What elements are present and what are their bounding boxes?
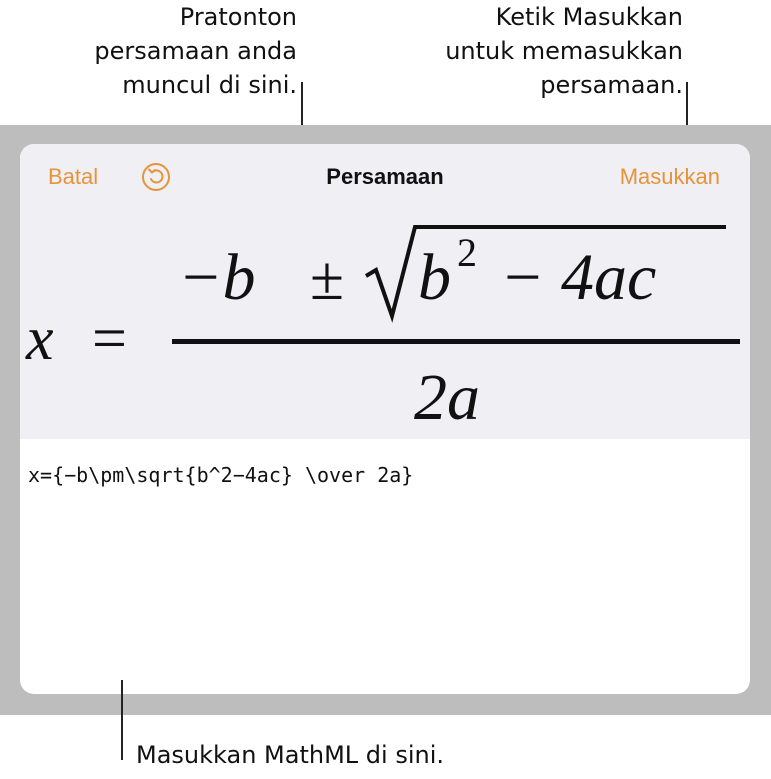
insert-callout-line1: Ketik Masukkan	[495, 3, 683, 31]
preview-callout-line3: muncul di sini.	[122, 71, 297, 99]
dialog-title: Persamaan	[326, 164, 444, 189]
equation-preview-area	[20, 144, 750, 439]
fraction-bar	[172, 339, 740, 344]
mathml-callout: Masukkan MathML di sini.	[136, 741, 445, 769]
preview-callout-line1: Pratonton	[179, 3, 297, 31]
equation-render	[20, 214, 750, 439]
equation-plus-minus: ±	[310, 245, 345, 313]
equation-dialog	[20, 144, 750, 694]
mathml-input[interactable]: x={−b\pm\sqrt{b^2−4ac} \over 2a}	[28, 463, 414, 487]
equation-neg-b: −b	[178, 241, 256, 314]
radicand-rest: − 4ac	[500, 241, 657, 314]
insert-callout	[383, 0, 683, 102]
radicand-base: b	[418, 241, 451, 314]
insert-callout-line2: untuk memasukkan	[445, 37, 683, 65]
radicand-exponent: 2	[457, 230, 477, 275]
cancel-button[interactable]: Batal	[48, 164, 99, 189]
mathml-callout-leader	[121, 680, 123, 760]
preview-callout	[37, 0, 297, 102]
equation-lhs: x	[26, 305, 54, 373]
insert-callout-line3: persamaan.	[540, 71, 683, 99]
equation-preview	[20, 214, 750, 439]
equation-equals: =	[92, 305, 127, 373]
equation-denominator: 2a	[414, 361, 480, 434]
preview-callout-line2: persamaan anda	[94, 37, 297, 65]
insert-button[interactable]: Masukkan	[619, 164, 720, 189]
